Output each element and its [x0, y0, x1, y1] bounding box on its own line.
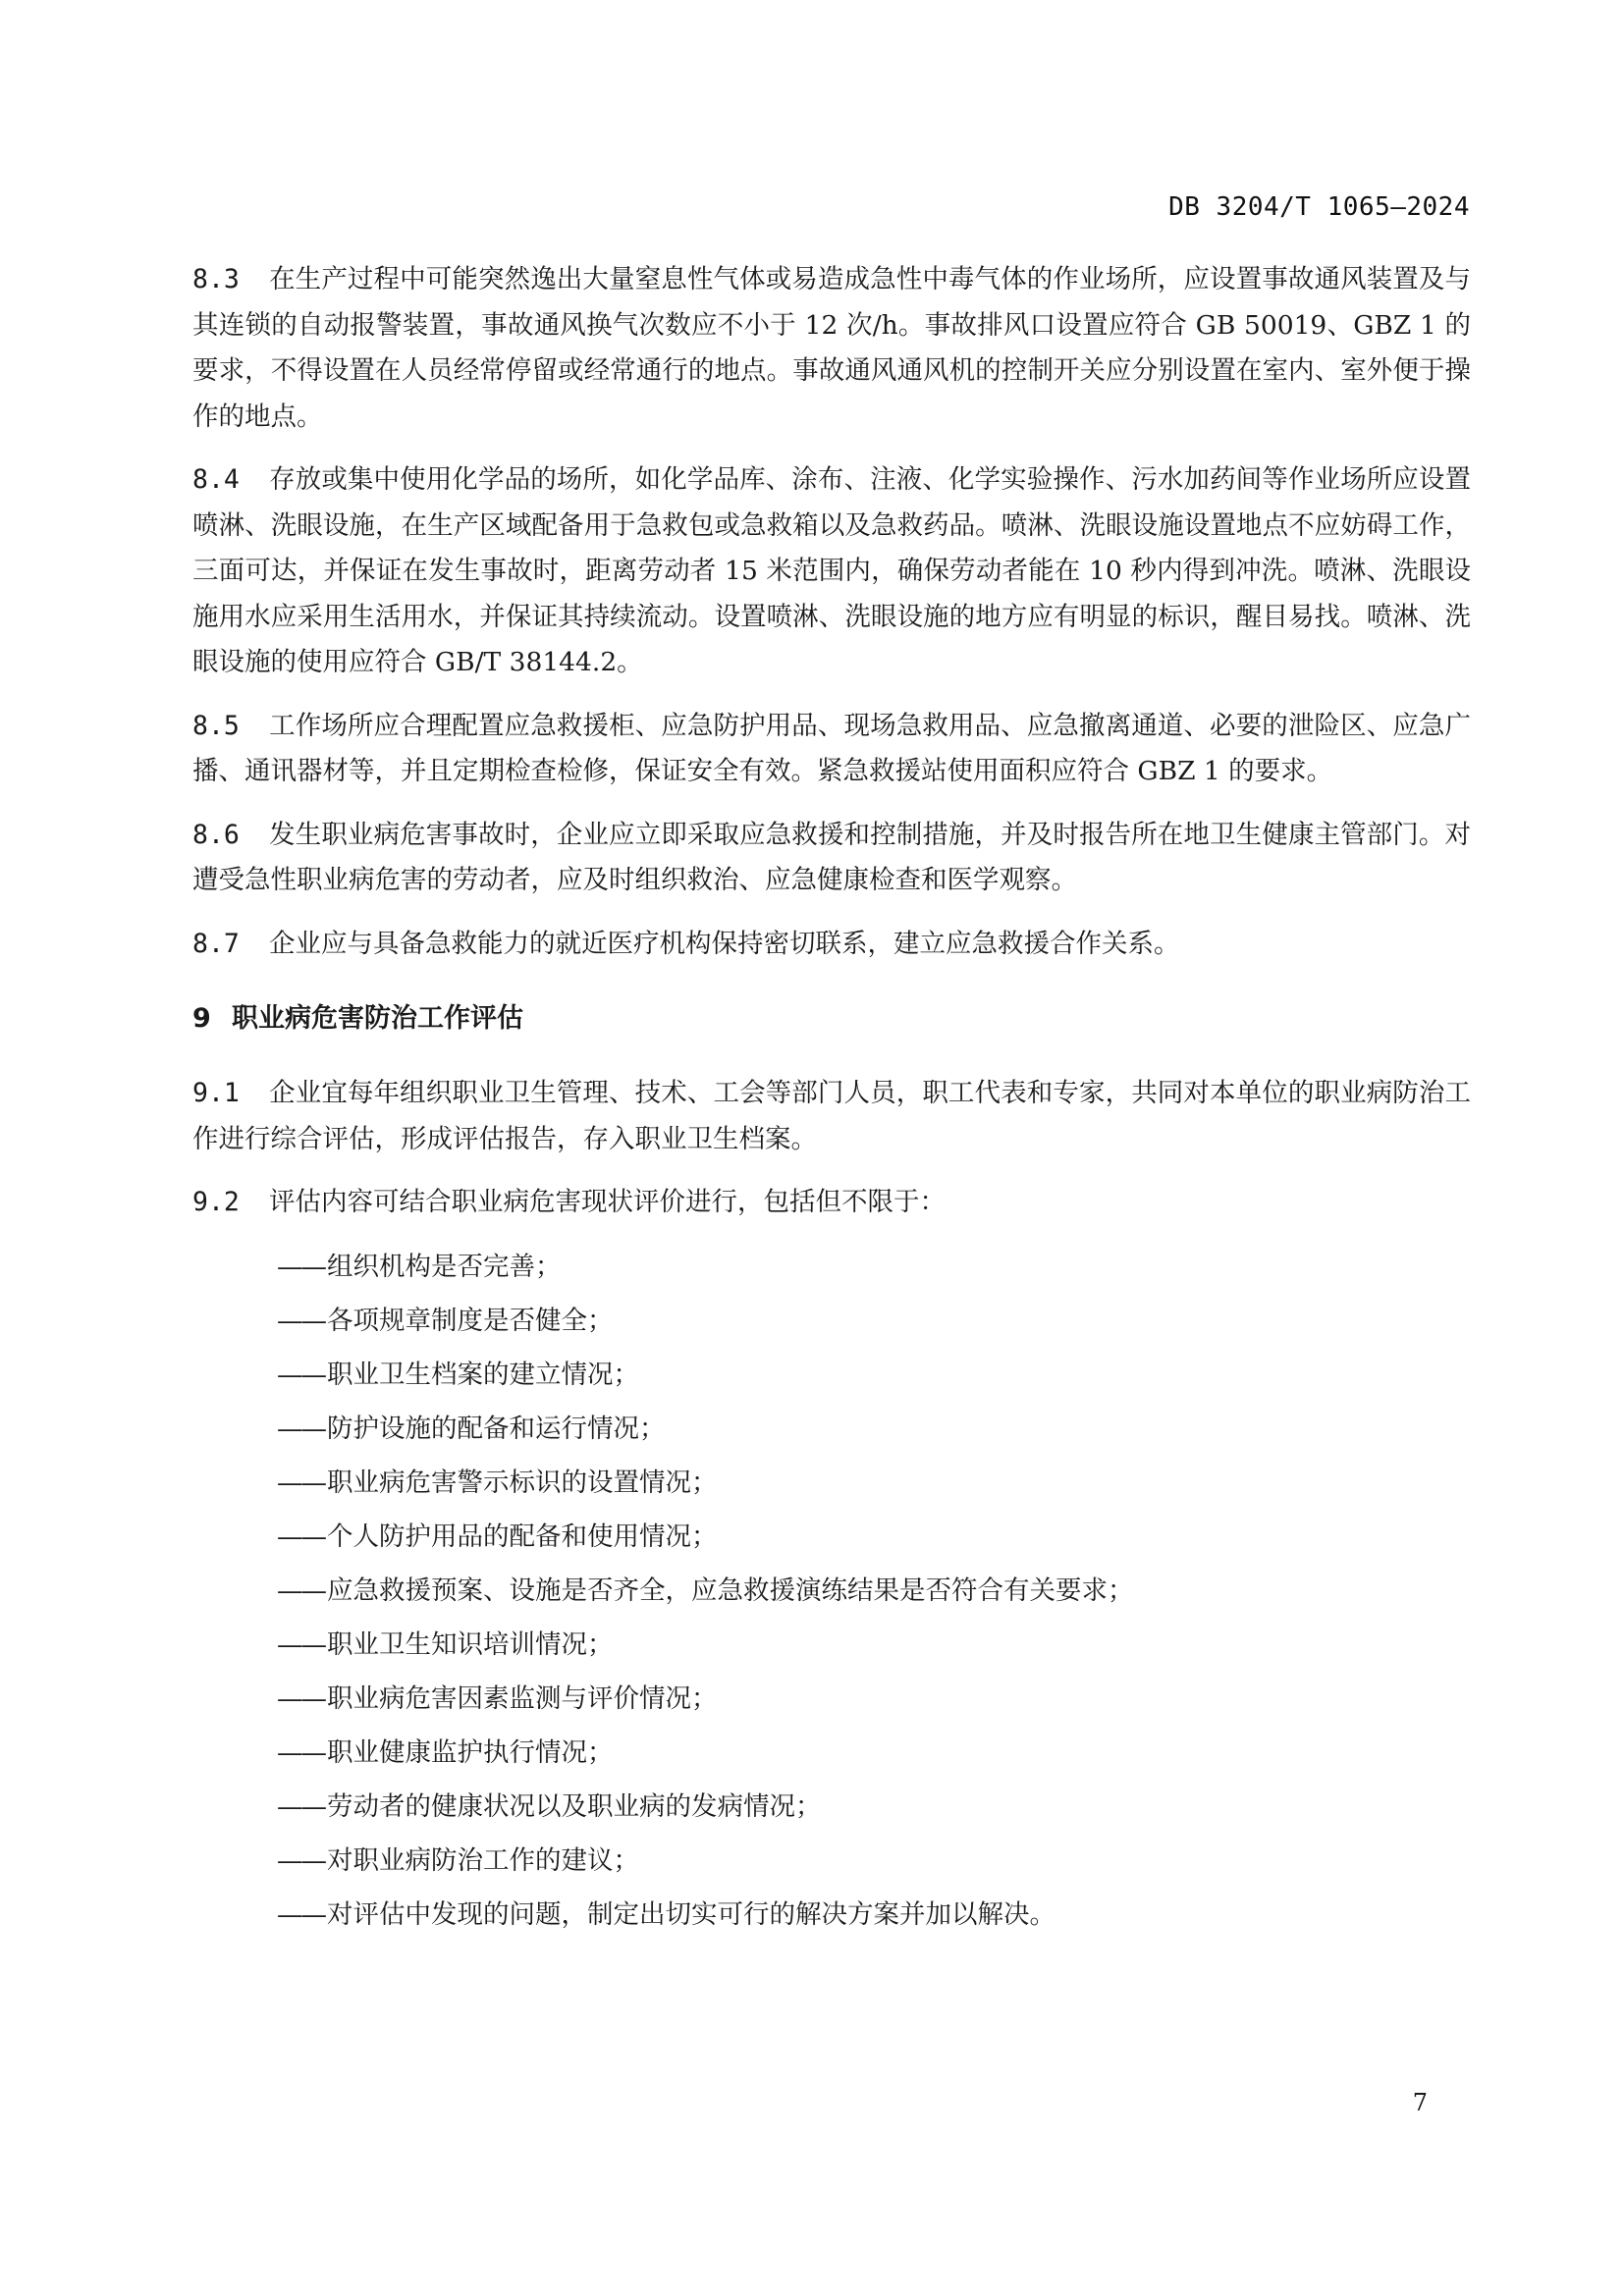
clause-text: 工作场所应合理配置应急救援柜、应急防护用品、现场急救用品、应急撤离通道、必要的泄险区、应急广播、通讯器材等，并且定期检查检修，保证安全有效。紧急救援站使用面积应符合 GBZ 1 的要求。 [192, 710, 1471, 786]
clause-text: 评估内容可结合职业病危害现状评价进行，包括但不限于： [269, 1187, 946, 1217]
list-item: —— 个人防护用品的配备和使用情况； [277, 1510, 1471, 1564]
list-item: —— 职业病危害警示标识的设置情况； [277, 1456, 1471, 1510]
list-item: —— 职业卫生档案的建立情况； [277, 1348, 1471, 1402]
clause-text: 企业应与具备急救能力的就近医疗机构保持密切联系，建立应急救援合作关系。 [269, 928, 1180, 959]
clause-number: 9.2 [192, 1187, 240, 1217]
section-title: 职业病危害防治工作评估 [232, 1003, 523, 1034]
clause-8-5 [192, 704, 1471, 795]
clause-9-2 [192, 1180, 1471, 1226]
clause-8-6 [192, 813, 1471, 904]
list-item: —— 职业卫生知识培训情况； [277, 1618, 1471, 1672]
list-item: —— 对评估中发现的问题，制定出切实可行的解决方案并加以解决。 [277, 1888, 1471, 1942]
clause-number: 9.1 [192, 1078, 240, 1108]
document-id-header: DB 3204/T 1065—2024 [1168, 192, 1470, 222]
list-item: —— 应急救援预案、设施是否齐全，应急救援演练结果是否符合有关要求； [277, 1564, 1471, 1618]
clause-9-1 [192, 1071, 1471, 1162]
clause-number: 8.7 [192, 928, 240, 959]
list-item: —— 各项规章制度是否健全； [277, 1294, 1471, 1348]
clause-8-4 [192, 457, 1471, 686]
document-body [192, 257, 1471, 1942]
clause-number: 8.4 [192, 464, 240, 495]
evaluation-items-list [192, 1240, 1471, 1942]
list-item: —— 职业病危害因素监测与评价情况； [277, 1672, 1471, 1726]
clause-text: 企业宜每年组织职业卫生管理、技术、工会等部门人员，职工代表和专家，共同对本单位的职业病防治工作进行综合评估，形成评估报告，存入职业卫生档案。 [192, 1078, 1471, 1154]
section-number: 9 [192, 1003, 211, 1034]
list-item: —— 组织机构是否完善； [277, 1240, 1471, 1294]
list-item: —— 劳动者的健康状况以及职业病的发病情况； [277, 1780, 1471, 1834]
clause-text: 发生职业病危害事故时，企业应立即采取应急救援和控制措施，并及时报告所在地卫生健康主管部门。对遭受急性职业病危害的劳动者，应及时组织救治、应急健康检查和医学观察。 [192, 819, 1471, 895]
list-item: —— 防护设施的配备和运行情况； [277, 1402, 1471, 1456]
clause-text: 在生产过程中可能突然逸出大量窒息性气体或易造成急性中毒气体的作业场所，应设置事故通风装置及与其连锁的自动报警装置，事故通风换气次数应不小于 12 次/h。事故排风口设置应符合 GB 50019、GBZ 1 的要求，不得设置在人员经常停留或经常通行的地点。事故通风通风机的控制开关应分别设置在室内、室外便于操作的地点。 [192, 264, 1471, 432]
list-item: —— 职业健康监护执行情况； [277, 1726, 1471, 1780]
clause-number: 8.6 [192, 819, 240, 850]
section-9-heading [192, 996, 1471, 1041]
clause-number: 8.3 [192, 264, 240, 294]
clause-8-7 [192, 922, 1471, 968]
clause-text: 存放或集中使用化学品的场所，如化学品库、涂布、注液、化学实验操作、污水加药间等作业场所应设置喷淋、洗眼设施，在生产区域配备用于急救包或急救箱以及急救药品。喷淋、洗眼设施设置地点不应妨碍工作，三面可达，并保证在发生事故时，距离劳动者 15 米范围内，确保劳动者能在 10 秒内得到冲洗。喷淋、洗眼设施用水应采用生活用水，并保证其持续流动。设置喷淋、洗眼设施的地方应有明显的标识，醒目易找。喷淋、洗眼设施的使用应符合 GB/T 38144.2。 [192, 464, 1471, 677]
list-item: —— 对职业病防治工作的建议； [277, 1834, 1471, 1888]
clause-number: 8.5 [192, 710, 240, 741]
clause-8-3 [192, 257, 1471, 440]
page-number: 7 [1412, 2089, 1428, 2116]
